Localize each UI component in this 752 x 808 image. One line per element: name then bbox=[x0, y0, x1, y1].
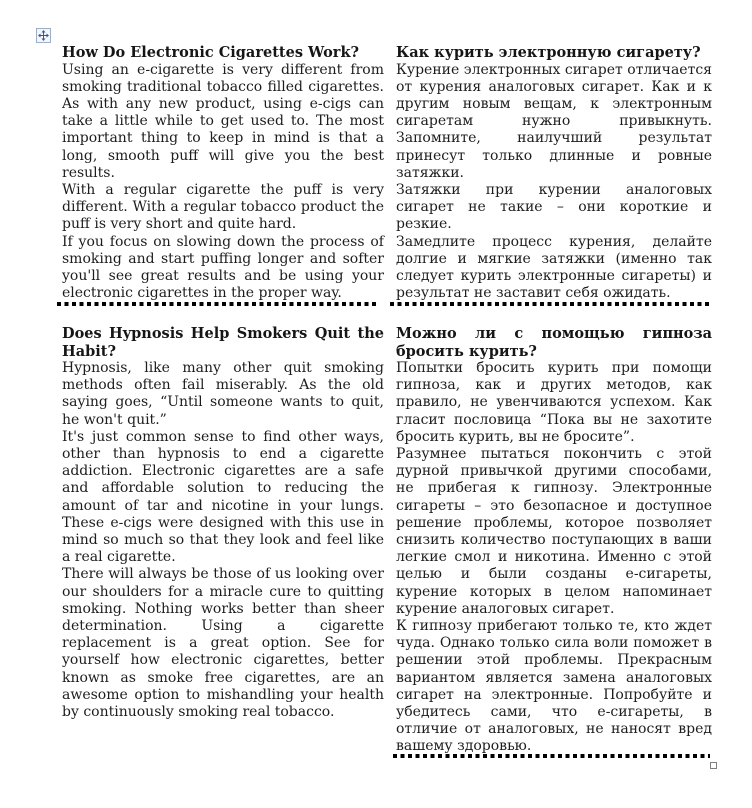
article-paragraph: Using an e-cigarette is very different from smoking traditional tobacco filled cigarettes. As with any new product, using e-cigs can take a little while to get used to. The most important thing to keep in mind is that a long, smooth puff will give you the best results. bbox=[62, 61, 384, 181]
article-heading: Does Hypnosis Help Smokers Quit the Habit? bbox=[62, 325, 384, 360]
article-paragraph: К гипнозу прибегают только те, кто ждет чуда. Однако только сила воли поможет в решении этой проблемы. Прекрасным вариантом является замена аналоговых сигарет на электронные. Попробуйте и убедитесь сами, что е-сигареты, в отличие от аналоговых, не наносят вред вашему здоровью. bbox=[396, 618, 712, 755]
dashed-separator-bottom bbox=[393, 754, 710, 758]
dashed-separator-left bbox=[57, 302, 379, 306]
table-resize-handle[interactable] bbox=[710, 762, 717, 769]
article-en-how-ecigs-work bbox=[62, 44, 384, 302]
article-paragraph: Затяжки при курении аналоговых сигарет не такие – они короткие и резкие. bbox=[396, 181, 712, 233]
article-paragraph: There will always be those of us looking over our shoulders for a miracle cure to quitting smoking. Nothing works better than sheer determination. Using a cigarette replacement is a great option. See for yourself how electronic cigarettes, better known as smoke free cigarettes, are an awesome option to mishandling your health by continuously smoking real tobacco. bbox=[62, 566, 384, 721]
article-paragraph: Курение электронных сигарет отличается от курения аналоговых сигарет. Как и к другим новым вещам, к электронным сигаретам нужно привыкнуть. Запомните, наилучший результат принесут только длинные и ровные затяжки. bbox=[396, 61, 712, 181]
article-ru-hypnosis bbox=[396, 325, 712, 756]
dashed-separator-right bbox=[390, 302, 710, 306]
article-heading: Как курить электронную сигарету? bbox=[396, 44, 701, 61]
article-paragraph: Попытки бросить курить при помощи гипноза, как и других методов, как правило, не увенчиваются успехом. Как гласит пословица “Пока вы не захотите бросить курить, вы не бросите”. bbox=[396, 360, 712, 445]
four-way-arrow-icon bbox=[38, 30, 49, 41]
article-paragraph: It's just common sense to find other ways, other than hypnosis to end a cigarette addiction. Electronic cigarettes are a safe and affordable solution to reducing the amount of tar and nicotine in your lungs. These e-cigs were designed with this use in mind so much so that they look and feel like a real cigarette. bbox=[62, 428, 384, 566]
article-heading: How Do Electronic Cigarettes Work? bbox=[62, 44, 359, 61]
article-heading: Можно ли с помощью гипноза бросить курить? bbox=[396, 325, 712, 360]
article-paragraph: With a regular cigarette the puff is very different. With a regular tobacco product the puff is very short and quite hard. bbox=[62, 181, 384, 233]
article-paragraph: Замедлите процесс курения, делайте долгие и мягкие затяжки (именно так следует курить электронные сигареты) и результат не заставит себя ожидать. bbox=[396, 233, 712, 302]
article-paragraph: Hypnosis, like many other quit smoking methods often fail miserably. As the old saying goes, “Until someone wants to quit, he won't quit.” bbox=[62, 360, 384, 428]
article-paragraph: If you focus on slowing down the process of smoking and start puffing longer and softer you'll see great results and be using your electronic cigarettes in the proper way. bbox=[62, 233, 384, 302]
article-en-hypnosis bbox=[62, 325, 384, 721]
article-paragraph: Разумнее пытаться покончить с этой дурной привычкой другими способами, не прибегая к гипнозу. Электронные сигареты – это безопасное и доступное решение проблемы, которое позволяет снизить количество поступающих в ваши легкие смол и никотина. Именно с этой целью и были созданы е-сигареты, курение которых в целом напоминает курение аналоговых сигарет. bbox=[396, 446, 712, 617]
article-ru-how-ecigs-work bbox=[396, 44, 712, 302]
table-move-handle[interactable] bbox=[36, 28, 51, 43]
